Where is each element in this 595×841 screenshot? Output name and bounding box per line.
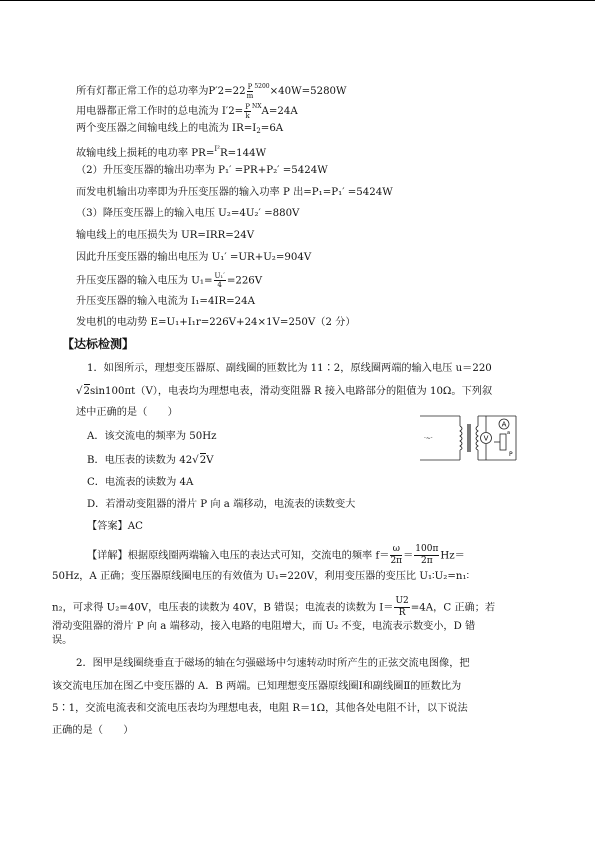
q1-detail-line-2: 50Hz，A 正确；变压器原线圈电压的有效值为 U₁=220V，利用变压器的变压比 U₁∶U₂=n₁∶ xyxy=(52,571,470,582)
solution-line-5: （2）升压变压器的输出功率为 P₁′ =PR+P₂′ =5424W xyxy=(76,165,328,176)
q1-option-a: A．该交流电的频率为 50Hz xyxy=(87,431,217,442)
fraction: $\frac{\text{U₁′}}{4}$ xyxy=(214,272,225,289)
small-text: 5200 xyxy=(254,83,270,90)
solution-line-7: （3）降压变压器上的输入电压 U₂=4U₂′ =880V xyxy=(76,208,300,219)
solution-line-8: 输电线上的电压损失为 UR=IRR=24V xyxy=(76,230,255,241)
fraction: $\frac{\omega}{2\pi}$ xyxy=(390,544,403,566)
ammeter-label: A xyxy=(501,420,507,429)
sqrt-icon: √ xyxy=(192,455,199,466)
q1-option-c: C．电流表的读数为 4A xyxy=(87,477,194,488)
solution-line-10: 升压变压器的输入电压为 U₁= $\frac{\text{U₁′}}{4}$ =226V xyxy=(76,272,263,289)
solution-line-4: 故输电线上损耗的电功率 PR=$^{I^2}$R=144W xyxy=(76,145,267,159)
top-rule xyxy=(0,0,595,1)
solution-line-1 xyxy=(76,80,347,100)
solution-line-11: 升压变压器的输入电流为 I₁=4IR=24A xyxy=(76,296,255,307)
text: ×40W=5280W xyxy=(269,86,347,97)
solution-line-3: 两个变压器之间输电线上的电流为 $IR=I_2=6A$ xyxy=(76,123,284,135)
q2-line-3: 5∶1，交流电流表和交流电压表均为理想电表，电阻 R＝1Ω，其他各处电阻不计，以下说法 xyxy=(52,703,468,714)
q1-detail-line-1: 【详解】根据原线圈两端输入电压的表达式可知，交流电的频率 f＝ $\frac{\omega}{2\pi}$ ＝ $\frac{100\pi}{2\pi}$ Hz＝ xyxy=(87,544,465,566)
q1-detail-line-4: 滑动变阻器的滑片 P 向 a 端移动，接入电路的电阻增大，而 U₂ 不变，电流表示数变小，D 错 xyxy=(52,621,476,632)
q1-stem-line-3: 述中正确的是（ ） xyxy=(76,407,178,418)
solution-line-2: 用电器都正常工作时的总电流为 I′2= $\frac{P}{k}$ $^{NX}$A=24A xyxy=(76,102,298,120)
section-heading: 【达标检测】 xyxy=(62,337,135,351)
terminal-label: a xyxy=(507,430,511,436)
q2-line-4: 正确的是（ ） xyxy=(52,725,134,736)
q1-option-d: D．若滑动变阻器的滑片 P 向 a 端移动，电流表的读数变大 xyxy=(87,499,356,510)
transformer-circuit-diagram xyxy=(416,412,526,464)
text: 所有灯都正常工作的总功率为P′2=22 xyxy=(76,86,246,97)
slider-label: P xyxy=(509,451,513,458)
q1-detail-line-3: n₂，可求得 U₂=40V，电压表的读数为 40V，B 错误；电流表的读数为 I＝ $\frac{U2}{R}$ =4A，C 正确；若 xyxy=(52,596,496,618)
input-terminal-icon: ·~· xyxy=(424,435,433,442)
q1-answer: 【答案】AC xyxy=(87,521,143,532)
solution-line-12: 发电机的电动势 E=U₁+I₁r=226V+24×1V=250V（2 分） xyxy=(76,317,356,328)
fraction: $\frac{P}{m}$ xyxy=(246,82,254,100)
fraction: $\frac{100\pi}{2\pi}$ xyxy=(415,544,439,566)
q1-detail-line-5: 误。 xyxy=(52,635,73,646)
q1-stem-line-2: √2sin100πt（V），电表均为理想电表，滑动变阻器 R 接入电路部分的阻值为 10Ω。下列叙 xyxy=(76,386,493,397)
solution-line-6: 而发电机输出功率即为升压变压器的输入功率 P 出=P₁=P₁′ =5424W xyxy=(76,187,393,198)
fraction: $\frac{U2}{R}$ xyxy=(395,596,409,618)
q1-option-b: B．电压表的读数为 42√2V xyxy=(87,455,214,466)
q1-stem-line-1: 1．如图所示，理想变压器原、副线圈的匝数比为 11∶2，原线圈两端的输入电压 u＝220 xyxy=(87,363,492,374)
solution-line-9: 因此升压变压器的输出电压为 U₁′ =UR+U₂=904V xyxy=(76,252,312,263)
q2-line-2: 该交流电压加在图乙中变压器的 A．B 两端。已知理想变压器原线圈Ⅰ和副线圈Ⅱ的匝数比为 xyxy=(52,681,462,692)
voltmeter-label: V xyxy=(483,434,489,443)
fraction: $\frac{P}{k}$ xyxy=(245,102,250,120)
q2-line-1: 2．图甲是线圈绕垂直于磁场的轴在匀强磁场中匀速转动时所产生的正弦交流电图像，把 xyxy=(76,658,470,669)
sqrt-icon: √ xyxy=(76,386,83,397)
